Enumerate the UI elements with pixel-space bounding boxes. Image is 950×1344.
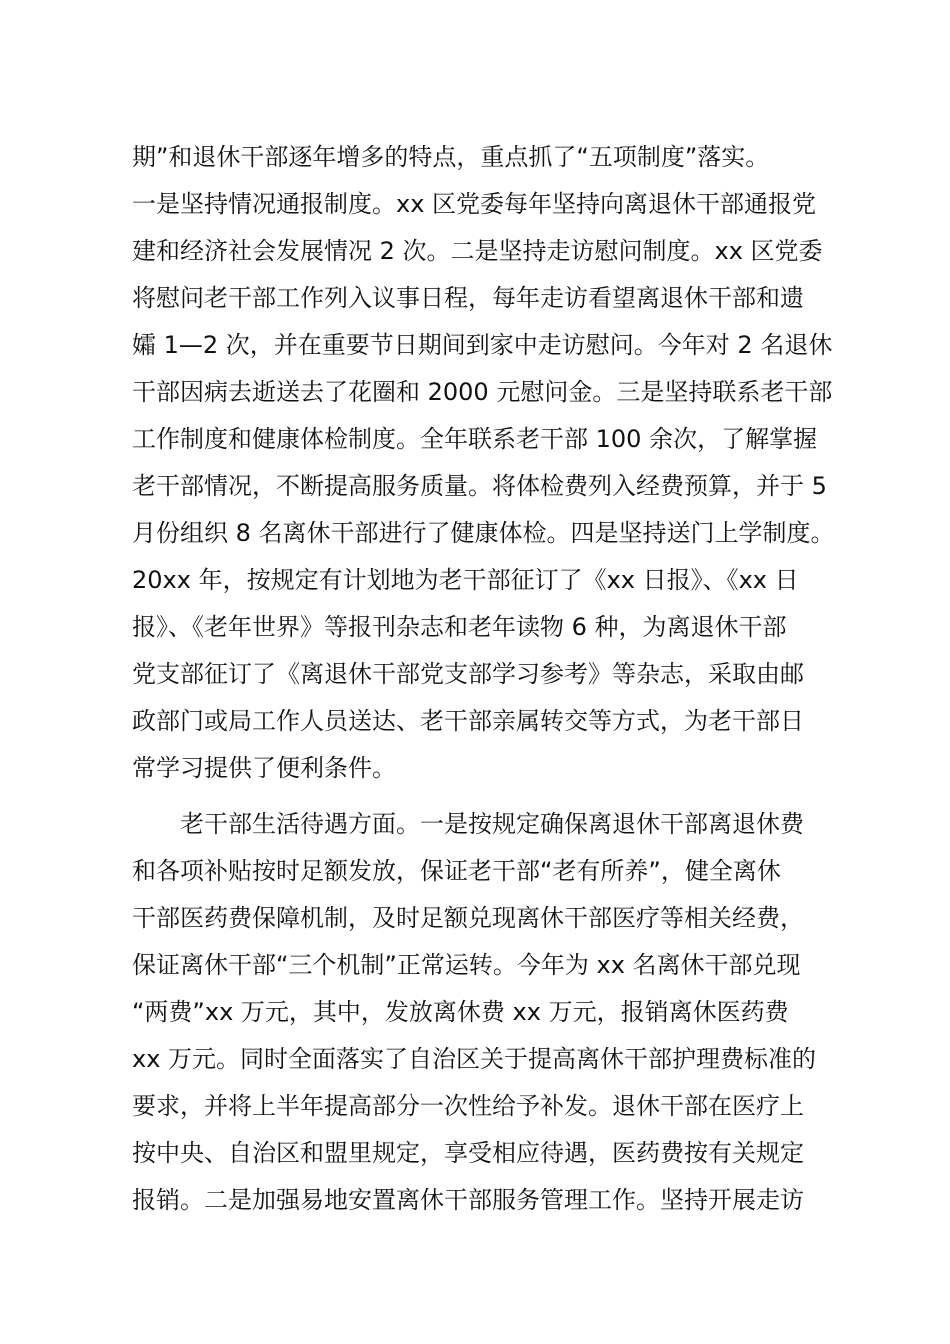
text-line: 期”和退休干部逐年增多的特点，重点抓了“五项制度”落实。 bbox=[132, 143, 770, 171]
text-line: 月份组织 8 名离休干部进行了健康体检。四是坚持送门上学制度。 bbox=[132, 519, 835, 547]
text-line: 老干部生活待遇方面。一是按规定确保离退休干部离退休费 bbox=[180, 810, 804, 838]
text-line: 建和经济社会发展情况 2 次。二是坚持走访慰问制度。xx 区党委 bbox=[132, 237, 823, 265]
paragraph-gap bbox=[132, 792, 832, 801]
paragraph-1 bbox=[132, 134, 835, 792]
text-line: 一是坚持情况通报制度。xx 区党委每年坚持向离退休干部通报党 bbox=[132, 190, 817, 218]
text-line: 报销。二是加强易地安置离休干部服务管理工作。坚持开展走访 bbox=[132, 1186, 804, 1214]
text-line: 老干部情况，不断提高服务质量。将体检费列入经费预算，并于 5 bbox=[132, 472, 827, 500]
text-line: 常学习提供了便利条件。 bbox=[132, 754, 396, 782]
text-line: 干部医药费保障机制，及时足额兑现离休干部医疗等相关经费， bbox=[132, 904, 804, 932]
text-line: 20xx 年，按规定有计划地为老干部征订了《xx 日报》、《xx 日 bbox=[132, 566, 799, 594]
text-line: 保证离休干部“三个机制”正常运转。今年为 xx 名离休干部兑现 bbox=[132, 951, 801, 979]
text-line: 干部因病去逝送去了花圈和 2000 元慰问金。三是坚持联系老干部 bbox=[132, 378, 833, 406]
text-line: 孀 1—2 次，并在重要节日期间到家中走访慰问。今年对 2 名退休 bbox=[132, 331, 833, 359]
text-line: 要求，并将上半年提高部分一次性给予补发。退休干部在医疗上 bbox=[132, 1092, 804, 1120]
document-body bbox=[132, 134, 835, 1224]
text-line: 和各项补贴按时足额发放，保证老干部“老有所养”，健全离休 bbox=[132, 857, 781, 885]
text-line: 工作制度和健康体检制度。全年联系老干部 100 余次，了解掌握 bbox=[132, 425, 818, 453]
text-line: 党支部征订了《离退休干部党支部学习参考》等杂志，采取由邮 bbox=[132, 660, 804, 688]
text-line: 将慰问老干部工作列入议事日程，每年走访看望离退休干部和遗 bbox=[132, 284, 804, 312]
text-line: xx 万元。同时全面落实了自治区关于提高离休干部护理费标准的 bbox=[132, 1045, 817, 1073]
text-line: 政部门或局工作人员送达、老干部亲属转交等方式，为老干部日 bbox=[132, 707, 804, 735]
text-line: 报》、《老年世界》等报刊杂志和老年读物 6 种，为离退休干部 bbox=[132, 613, 787, 641]
text-line: “两费”xx 万元，其中，发放离休费 xx 万元，报销离休医药费 bbox=[132, 998, 789, 1026]
paragraph-2 bbox=[132, 801, 832, 1224]
text-line: 按中央、自治区和盟里规定，享受相应待遇，医药费按有关规定 bbox=[132, 1139, 804, 1167]
